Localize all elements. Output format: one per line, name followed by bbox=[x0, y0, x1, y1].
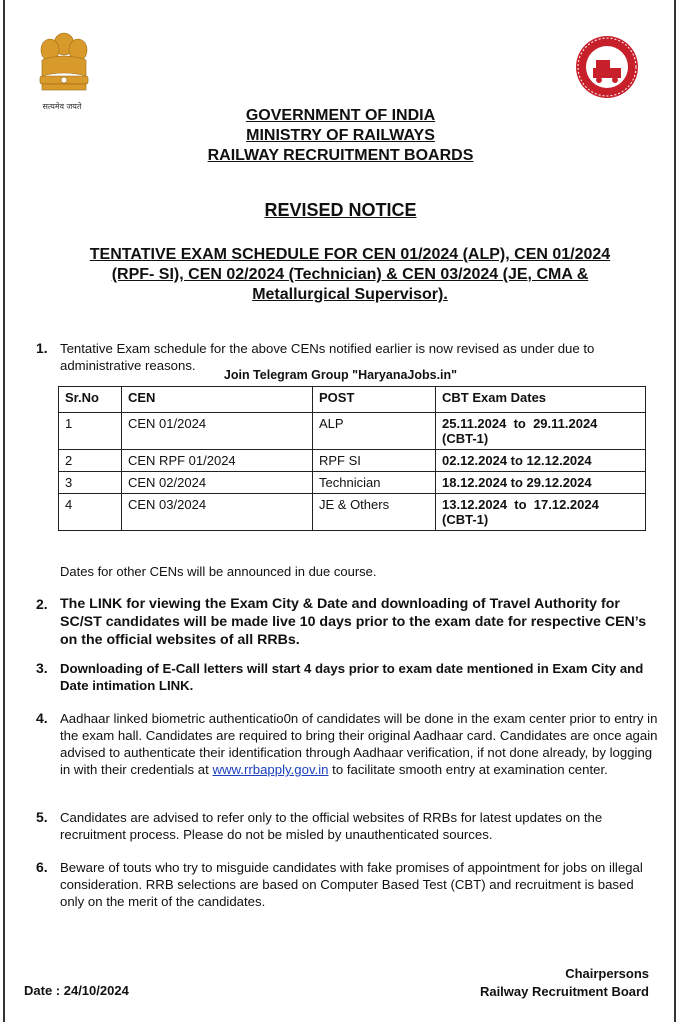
cell-dates bbox=[436, 413, 646, 450]
cell-post: JE & Others bbox=[313, 494, 436, 531]
point-5 bbox=[36, 809, 661, 843]
other-cens-note: Dates for other CENs will be announced in due course. bbox=[60, 564, 377, 579]
table-row bbox=[59, 494, 646, 531]
cell-sr: 4 bbox=[59, 494, 122, 531]
point-number: 6. bbox=[36, 859, 48, 875]
header-post: POST bbox=[313, 387, 436, 413]
point-number: 2. bbox=[36, 596, 48, 612]
cell-sr: 2 bbox=[59, 450, 122, 472]
cell-dates bbox=[436, 450, 646, 472]
cell-dates bbox=[436, 472, 646, 494]
header-line-3: RAILWAY RECRUITMENT BOARDS bbox=[207, 147, 474, 164]
signatory-title: Chairpersons bbox=[565, 966, 649, 981]
cell-sr: 1 bbox=[59, 413, 122, 450]
notice-subject: TENTATIVE EXAM SCHEDULE FOR CEN 01/2024 (ALP), CEN 01/2024 (RPF- SI), CEN 02/2024 (Technician) & CEN 03/2024 (JE, CMA & Metallurgical Supervisor). bbox=[89, 246, 611, 303]
header-line-2: MINISTRY OF RAILWAYS bbox=[246, 127, 435, 144]
table-row bbox=[59, 413, 646, 450]
point-text: Candidates are advised to refer only to the official websites of RRBs for latest updates on the recruitment process. Please do not be misled by unauthenticated sources. bbox=[60, 810, 603, 842]
point-text bbox=[60, 710, 661, 778]
point-6 bbox=[36, 859, 661, 910]
table-row bbox=[59, 450, 646, 472]
notice-title-block bbox=[0, 200, 681, 221]
telegram-note: Join Telegram Group "HaryanaJobs.in" bbox=[223, 368, 458, 382]
notice-title: REVISED NOTICE bbox=[264, 200, 417, 220]
point-text-before: Aadhaar linked biometric authenticatio0n of candidates will be done in the exam center prior to entry in the exam hall. Candidates are required to bring their original Aadhaar card. Candidates are once again advised to authenticate their identification through Aadhaar verification, if not done already, by logging in with their credentials at bbox=[60, 711, 658, 777]
cell-post: Technician bbox=[313, 472, 436, 494]
cell-dates-range: 25.11.2024 to 29.11.2024 bbox=[442, 416, 598, 431]
point-number: 4. bbox=[36, 710, 48, 726]
cell-dates-range: 02.12.2024 to 12.12.2024 bbox=[442, 453, 592, 468]
point-2 bbox=[36, 595, 661, 649]
cell-sr: 3 bbox=[59, 472, 122, 494]
header-cen: CEN bbox=[122, 387, 313, 413]
point-text-after: to facilitate smooth entry at examination center. bbox=[328, 762, 608, 777]
table-row bbox=[59, 472, 646, 494]
cell-post: RPF SI bbox=[313, 450, 436, 472]
point-number: 5. bbox=[36, 809, 48, 825]
point-text: Downloading of E-Call letters will start 4 days prior to exam date mentioned in Exam City and Date intimation LINK. bbox=[60, 661, 644, 693]
point-4 bbox=[36, 710, 661, 778]
signatory-org: Railway Recruitment Board bbox=[479, 984, 649, 999]
point-text: Beware of touts who try to misguide candidates with fake promises of appointment for jobs on illegal consideration. RRB selections are based on Computer Based Test (CBT) and recruitment is based only on the merit of the candidates. bbox=[60, 860, 643, 909]
exam-schedule-table bbox=[58, 386, 646, 531]
point-3 bbox=[36, 660, 661, 694]
header-sr-no: Sr.No bbox=[59, 387, 122, 413]
emblem-motto: सत्यमेव जयते bbox=[42, 102, 82, 111]
point-text: The LINK for viewing the Exam City & Date and downloading of Travel Authority for SC/ST candidates will be made live 10 days prior to the exam date for respective CEN’s on the official websites of all RRBs. bbox=[60, 596, 647, 648]
cell-dates-range: 13.12.2024 to 17.12.2024 bbox=[442, 497, 599, 512]
indian-railways-logo-icon bbox=[574, 34, 640, 100]
cell-dates-sub: (CBT-1) bbox=[442, 512, 489, 527]
point-number: 3. bbox=[36, 660, 48, 676]
cell-cen: CEN 01/2024 bbox=[122, 413, 313, 450]
notice-date: Date : 24/10/2024 bbox=[24, 983, 129, 998]
cell-post: ALP bbox=[313, 413, 436, 450]
rrb-apply-link[interactable]: www.rrbapply.gov.in bbox=[212, 762, 329, 777]
header-block bbox=[0, 106, 681, 166]
cell-dates-range: 18.12.2024 to 29.12.2024 bbox=[442, 475, 592, 490]
table-header-row bbox=[59, 387, 646, 413]
header-cbt-dates: CBT Exam Dates bbox=[436, 387, 646, 413]
cell-cen: CEN 03/2024 bbox=[122, 494, 313, 531]
cell-dates bbox=[436, 494, 646, 531]
header-line-1: GOVERNMENT OF INDIA bbox=[245, 107, 436, 124]
point-text: Tentative Exam schedule for the above CENs notified earlier is now revised as under due to administrative reasons. bbox=[60, 341, 595, 373]
cell-cen: CEN RPF 01/2024 bbox=[122, 450, 313, 472]
point-number: 1. bbox=[36, 340, 48, 356]
cell-cen: CEN 02/2024 bbox=[122, 472, 313, 494]
cell-dates-sub: (CBT-1) bbox=[442, 431, 489, 446]
signature-block bbox=[480, 965, 649, 1001]
